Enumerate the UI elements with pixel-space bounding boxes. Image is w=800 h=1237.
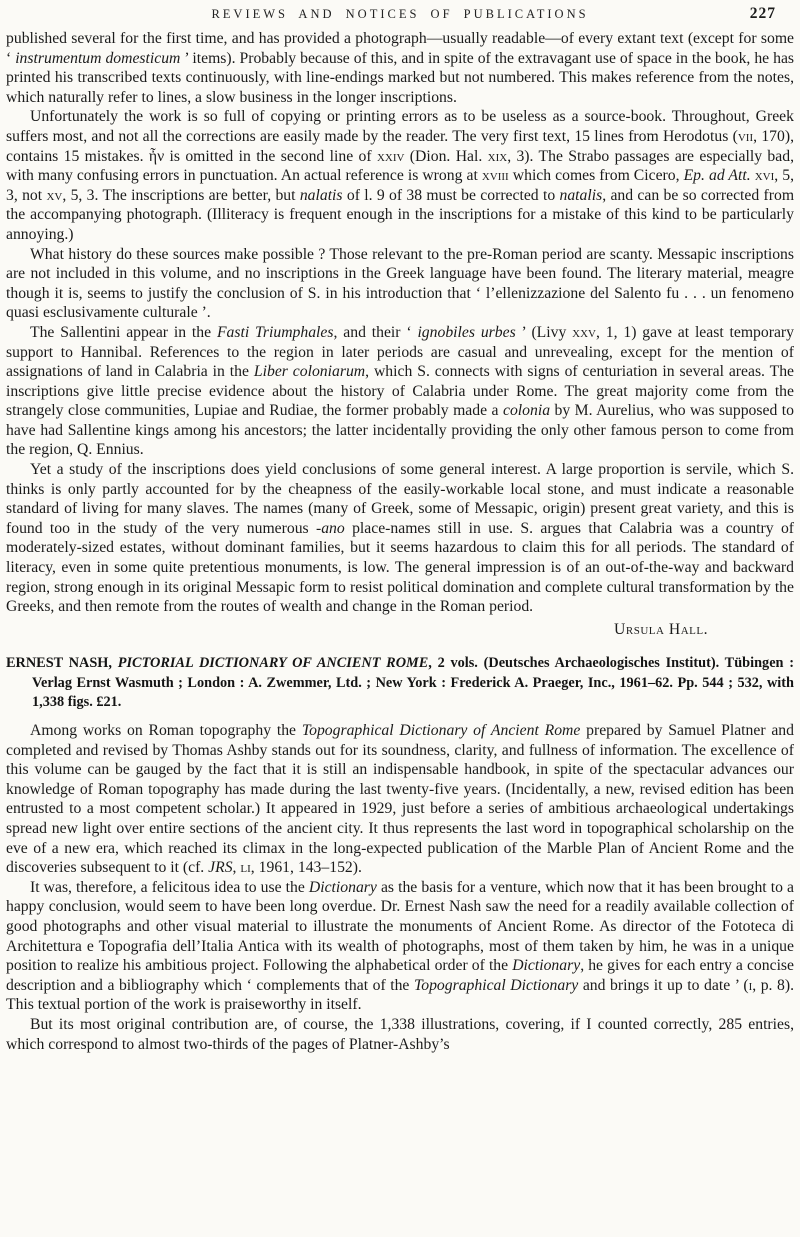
paragraph [6, 460, 794, 617]
bold-text-run: , 2 vols. (Deutsches Archaeologisches Institut). Tübingen : Verlag Ernst Wasmuth ; London : A. Zwemmer, Ltd. ; New York : Frederick A. Praeger, Inc., 1961–62. Pp. 544 ; 532, with 1,338 figs. £21. [32, 655, 794, 710]
smallcaps-text-run: vii [737, 127, 754, 145]
text-run: ’ items). Probably because of this, and in spite of the extravagant use of space in the book, he has printed his transcribed texts continuously, with line-endings marked but not numbered. This makes reference from the notes, which naturally refer to lines, a slow business in the longer inscriptions. [6, 49, 795, 106]
paragraph [6, 721, 794, 878]
text-run: published several for the first time, and has provided a photograph—usually readable—of every extant text (except for some ‘ [6, 30, 794, 67]
running-header-title: REVIEWS AND NOTICES OF PUBLICATIONS [211, 7, 589, 21]
italic-text-run: Dictionary [308, 878, 377, 896]
smallcaps-text-run: xxiv [376, 147, 405, 165]
italic-text-run: PICTORIAL DICTIONARY OF ANCIENT ROME [117, 655, 429, 672]
text-run: , 1961, 143–152). [250, 859, 362, 877]
text-run: , [232, 859, 241, 877]
smallcaps-text-run: xv [46, 186, 63, 204]
paragraph [6, 1015, 794, 1054]
italic-text-run: natalis [559, 186, 603, 204]
review-nash-heading [6, 654, 794, 712]
italic-text-run: instrumentum domesticum [15, 49, 181, 67]
review-nash-body [6, 721, 794, 1054]
paragraph [6, 323, 794, 460]
text-run: , 5, 3. The inscriptions are better, but [62, 186, 300, 204]
text-run: , 3). The Strabo passages are especially bad, with many confusing errors in punctuation. An actual reference is wrong at [6, 147, 795, 185]
text-run: of l. 9 of 38 must be corrected to [342, 186, 560, 204]
text-run: and brings it up to date ’ ( [578, 976, 749, 994]
italic-text-run: ignobiles urbes [417, 323, 516, 341]
text-run: It was, therefore, a felicitous idea to use the [30, 878, 309, 896]
text-run: What history do these sources make possible ? Those relevant to the pre-Roman period are scanty. Messapic inscriptions are not included in this volume, and no inscriptions in the Greek language have been found. The literary material, meagre though it is, seems to justify the conclusion of S. in his introduction that ‘ l’ellenizzazione del Salento fu . . . un fenomeno quasi esclusivamente culturale ’. [6, 245, 794, 322]
page-number: 227 [749, 5, 776, 22]
smallcaps-text-run: xix [487, 147, 508, 165]
text-run: , 1, 1) gave at least temporary support to Hannibal. References to the region in later periods are casual and unrevealing, except for the mention of assignations of land in Calabria in the [6, 323, 795, 381]
smallcaps-text-run: xviii [481, 167, 509, 185]
smallcaps-text-run: xvi [754, 167, 775, 185]
text-run: as the basis for a venture, which now that it has been brought to a happy conclusion, would seem to have been long overdue. Dr. Ernest Nash saw the need for a readily available collection of good photographs and other visual material to illustrate the monuments of Ancient Rome. As director of the Fototeca di Architettura e Topografia dell’Italia Antica with its wealth of photographs, most of them taken by him, he was in a unique position to realize his ambitious project. Following the alphabetical order of the [6, 878, 794, 975]
text-run: , p. 8). This textual portion of the work is praiseworthy in itself. [6, 976, 795, 1014]
italic-text-run: Liber coloniarum [253, 363, 366, 381]
italic-text-run: colonia [502, 402, 551, 420]
text-run: which comes from Cicero, [508, 167, 684, 185]
text-run: The Sallentini appear in the [30, 323, 217, 341]
text-run: ’ (Livy [515, 323, 573, 341]
text-run: , which S. connects with signs of centuriation in several areas. The inscriptions give little precise evidence about the history of Calabria under Rome. The great majority come from the strangely close communities, Lupiae and Rudiae, the former probably made a [6, 363, 795, 420]
italic-text-run: Ep. ad Att. [683, 167, 751, 185]
paragraph [6, 245, 794, 323]
text-run: , he gives for each entry a concise description and a bibliography which ‘ complements that of the [6, 957, 794, 994]
text-run: Unfortunately the work is so full of copying or printing errors as to be useless as a source-book. Throughout, Greek suffers most, and not all the corrections are easily made by the reader. The very first text, 15 lines from Herodotus ( [6, 108, 794, 145]
smallcaps-text-run: i [748, 976, 753, 994]
italic-text-run: Topographical Dictionary of Ancient Rome [301, 722, 581, 740]
smallcaps-text-run: li [240, 859, 251, 877]
text-run: But its most original contribution are, of course, the 1,338 illustrations, covering, if I counted correctly, 285 entries, which correspond to almost two-thirds of the pages of Platner-Ashby’s [6, 1015, 794, 1053]
italic-text-run: JRS [208, 859, 233, 877]
bold-text-run: ERNEST NASH, [6, 655, 118, 672]
italic-text-run: Fasti Triumphales [216, 323, 334, 341]
text-run: Yet a study of the inscriptions does yield conclusions of some general interest. A large proportion is servile, which S. thinks is only partly accounted for by the cheapness of the easily-workable local stone, and must indicate a reasonable standard of living for many slaves. The names (many of Greek, some of Messapic, origin) present great variety, and this is found too in the study of the very numerous [6, 461, 794, 537]
italic-text-run: Topographical Dictionary [413, 976, 579, 994]
paragraph [6, 29, 794, 107]
text-run: (Dion. Hal. [404, 147, 488, 165]
text-run: place-names still in use. S. argues that Calabria was a country of moderately-sized estates, without dominant families, but it seems hazardous to claim this for all periods. The standard of literacy, even in some quite pretentious monuments, is low. The general impression is of an out-of-the-way and backward region, strong enough in its original Messapic form to resist political domination and complete cultural transformation by the Greeks, and then remote from the routes of wealth and change in the Roman period. [6, 519, 795, 616]
italic-text-run: Dictionary [512, 957, 581, 975]
paragraph [6, 878, 794, 1015]
text-run: by M. Aurelius, who was supposed to have had Sallentine kings among his ancestors; the latter incidentally providing the only other famous person to come from the region, Q. Ennius. [6, 402, 794, 459]
text-run: , and their ‘ [333, 323, 418, 341]
text-run: Among works on Roman topography the [30, 722, 302, 740]
italic-text-run: nalatis [299, 186, 343, 204]
italic-text-run: -ano [315, 519, 345, 537]
text-run: , 5, 3, not [6, 167, 794, 204]
smallcaps-text-run: xxv [572, 323, 596, 341]
paragraph [6, 107, 794, 244]
running-header [6, 5, 794, 29]
review-hall-body [6, 29, 794, 617]
text-run: prepared by Samuel Platner and completed and revised by Thomas Ashby stands out for its soundness, clarity, and fullness of information. The excellence of this volume can be gauged by the fact that it is still an indispensable handbook, in spite of the spectacular advances our knowledge of Roman topography has made during the last twenty-five years. (Incidentally, a new, revised edition has been entrusted to a most competent scholar.) It appeared in 1929, just before a series of ambitious archaeological undertakings spread new light over entire sections of the ancient city. It thus represents the last word in topographical scholarship on the eve of a new era, which reached its climax in the long-expected publication of the Marble Plan of Ancient Rome and the discoveries subsequent to it (cf. [6, 722, 794, 877]
reviewer-signature: Ursula Hall. [614, 620, 708, 638]
text-run: , and can be so corrected from the accompanying photograph. (Illiteracy is frequent enough in the inscriptions for a mistake of this kind to be particularly annoying.) [6, 186, 795, 243]
text-run: , 170), contains 15 mistakes. ἦν is omitted in the second line of [6, 127, 795, 165]
